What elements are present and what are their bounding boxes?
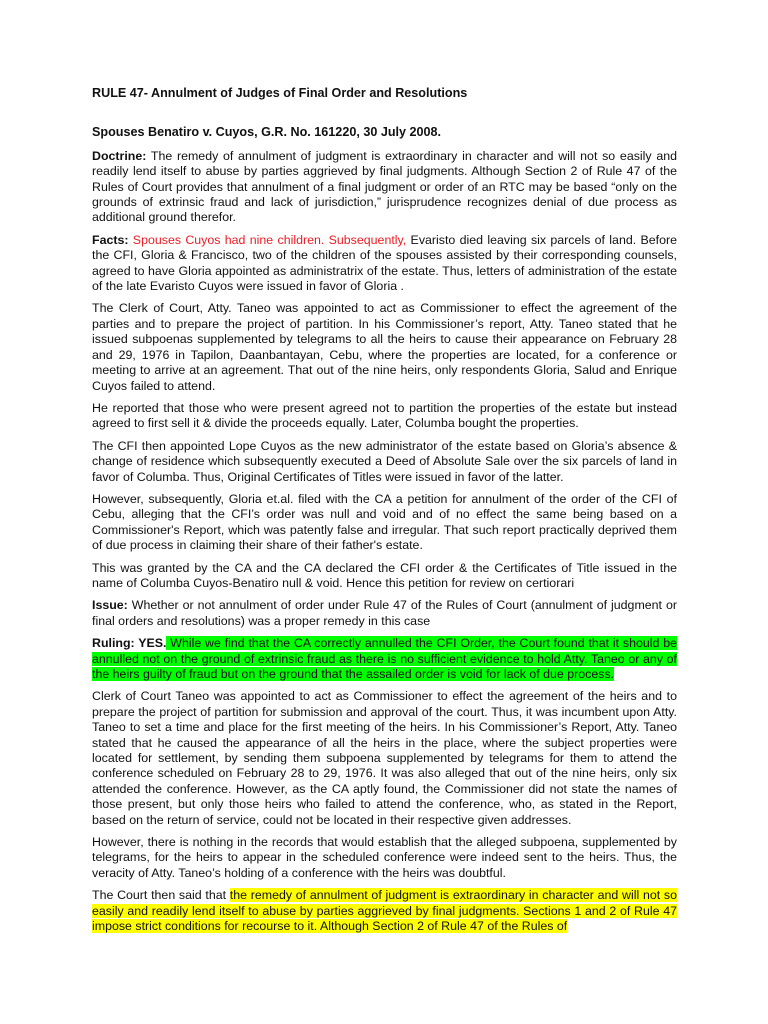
body-paragraph-sale: He reported that those who were present agreed not to partition the properties of the estate but instead agreed to first sell it & divide the proceeds equally. Later, Columba bought the properties. <box>92 400 677 431</box>
doctrine-paragraph <box>92 149 677 226</box>
facts-text: Evaristo died leaving six parcels of land. Before the CFI, Gloria & Francisco, two of the children of the spouses assisted by their corresponding counsels, agreed to have Gloria appointed as administratrix of the estate. Thus, letters of administration of the estate of the late Evaristo Cuyos were issued in favor of Gloria . <box>92 232 677 294</box>
rule-title: RULE 47- Annulment of Judges of Final Order and Resolutions <box>92 86 468 100</box>
facts-label: Facts: <box>92 232 129 247</box>
doctrine-text: The remedy of annulment of judgment is extraordinary in character and will not so easily and readily lend itself to abuse by parties aggrieved by final judgments. Although Section 2 of Rule 47 of the Rules of Court provides that annulment of a final judgment or order of an RTC may be based “only on the grounds of extrinsic fraud and lack of jurisdiction,” jurisprudence recognizes denial of due process as additional ground therefor. <box>92 148 677 225</box>
body-paragraph-ca-decision: This was granted by the CA and the CA declared the CFI order & the Certificates of Title issued in the name of Columba Cuyos-Benatiro null & void. Hence this petition for review on certiorari <box>92 560 677 590</box>
ruling-highlight: While we find that the CA correctly annulled the CFI Order, the Court found that it should be annulled not on the ground of extrinsic fraud as there is no sufficient evidence to hold Atty. Taneo or any of the heirs guilty of fraud but on the ground that the assailed order is void for lack of due process. <box>92 636 678 681</box>
facts-red-text: Spouses Cuyos had nine children. Subsequently, <box>128 232 407 247</box>
body-paragraph-commissioner: The Clerk of Court, Atty. Taneo was appointed to act as Commissioner to effect the agreement of the parties and to prepare the project of partition. In his Commissioner’s report, Atty. Taneo stated that he issued subpoenas supplemented by telegrams to all the heirs to cause their appearance on February 28 and 29, 1976 in Tapilon, Daanbantayan, Cebu, where the properties are located, for a conference or meeting to arrive at an agreement. That out of the nine heirs, only respondents Gloria, Salud and Enrique Cuyos failed to attend. <box>92 301 677 393</box>
body-paragraph-administrator: The CFI then appointed Lope Cuyos as the new administrator of the estate based on Gloria’s absence & change of residence which subsequently executed a Deed of Absolute Sale over the six parcels of land in favor of Columba. Thus, Original Certificates of Titles were issued in favor of the latter. <box>92 438 677 484</box>
court-lead: The Court then said that <box>92 888 230 903</box>
court-paragraph <box>92 888 677 934</box>
court-highlight: the remedy of annulment of judgment is extraordinary in character and will not so easily and readily lend itself to abuse by parties aggrieved by final judgments. Sections 1 and 2 of Rule 47 impose strict conditions for recourse to it. Although Section 2 of Rule 47 of the Rules of <box>92 888 677 934</box>
body-paragraph-petition: However, subsequently, Gloria et.al. filed with the CA a petition for annulment of the order of the CFI of Cebu, alleging that the CFI’s order was null and void and of no effect the same being based on a Commissioner's Report, which was patently false and irregular. That such report practically deprived them of due process in claiming their share of their father's estate. <box>92 491 677 553</box>
ruling-label: Ruling: YES. <box>92 636 167 651</box>
issue-label: Issue: <box>92 598 128 613</box>
issue-text: Whether or not annulment of order under Rule 47 of the Rules of Court (annulment of judgment or final orders and resolutions) was a proper remedy in this case <box>92 598 677 628</box>
ruling-paragraph <box>92 636 677 682</box>
doctrine-label: Doctrine: <box>92 148 147 163</box>
facts-paragraph <box>92 233 677 295</box>
body-paragraph-records: However, there is nothing in the records that would establish that the alleged subpoena, supplemented by telegrams, for the heirs to appear in the scheduled conference were indeed sent to the heirs. Thus, the veracity of Atty. Taneo’s holding of a conference with the heirs was doubtful. <box>92 835 677 880</box>
issue-paragraph <box>92 598 677 629</box>
body-paragraph-taneo: Clerk of Court Taneo was appointed to act as Commissioner to effect the agreement of the heirs and to prepare the project of partition for submission and approval of the court. Thus, it was incumbent upon Atty. Taneo to set a time and place for the first meeting of the heirs. In his Commissioner’s Report, Atty. Taneo stated that he caused the appearance of all the heirs in the place, where the subject properties were located for settlement, by sending them subpoena supplemented by telegrams for them to attend the conference scheduled on February 28 to 29, 1976. It was also alleged that out of the nine heirs, only six attended the conference. However, as the CA aptly found, the Commissioner did not state the names of those present, but only those heirs who failed to attend the conference, who, as stated in the Report, based on the return of service, could not be located in their respective given addresses. <box>92 689 677 827</box>
case-title: Spouses Benatiro v. Cuyos, G.R. No. 161220, 30 July 2008. <box>92 125 442 140</box>
